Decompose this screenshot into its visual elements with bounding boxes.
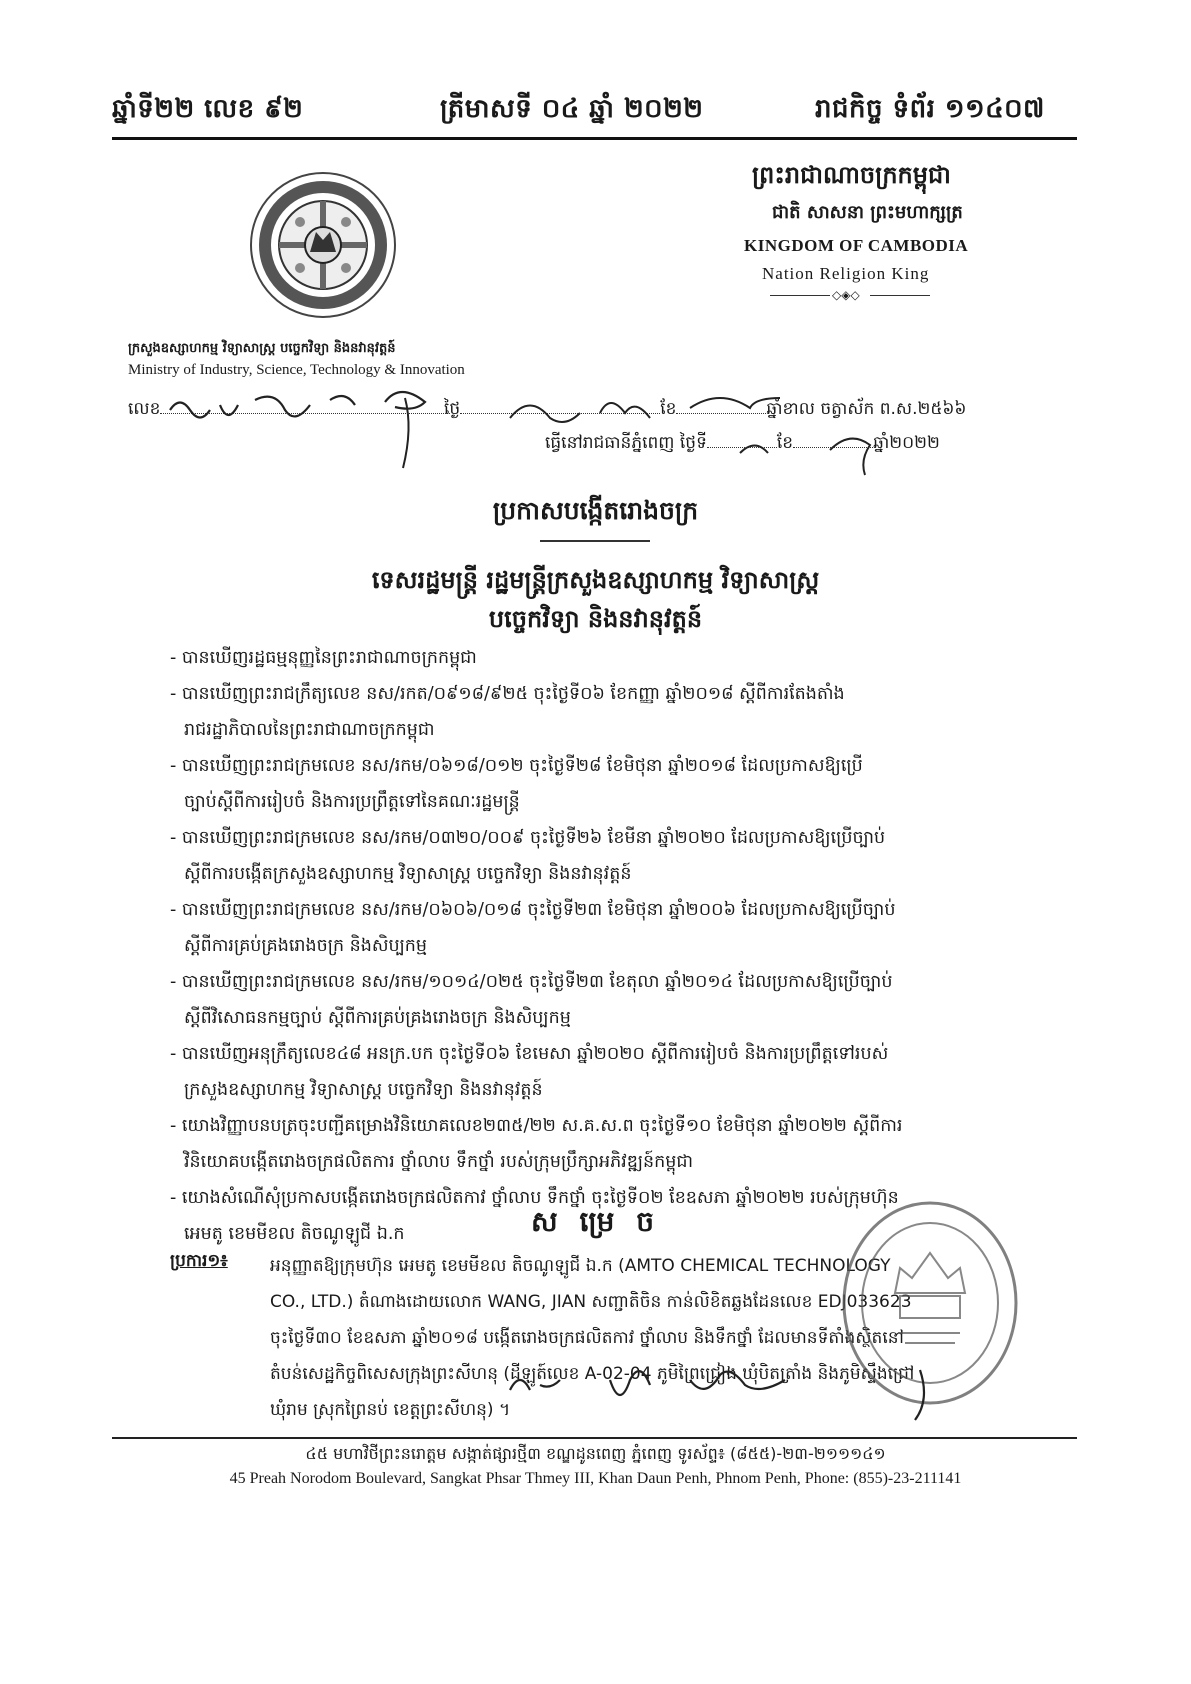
gazette-page: រាជកិច្ច ទំព័រ ១១៤០៧ — [815, 94, 1045, 124]
lunar-month-label: ខែ — [660, 399, 677, 419]
preamble-item: - យោងសំណើសុំប្រកាសបង្កើតរោងចក្រផលិតកាវ ថ្នាំលាប ទឹកថ្នាំ ចុះថ្ងៃទី០២ ខែឧសភា ឆ្នាំ២០២២ របស់ក្រុមហ៊ុន អេមតូ ខេមមីខល តិចណូឡូជី ឯ.ក — [170, 1188, 899, 1244]
solar-place-day-label: ធ្វើនៅរាជធានីភ្នំពេញ ថ្ងៃទី — [545, 433, 707, 453]
solar-year-text: ឆ្នាំ២០២២ — [873, 433, 940, 453]
lunar-year-text: ឆ្នាំខាល ចត្វាស័ក ព.ស.២៥៦៦ — [766, 399, 967, 419]
authority-line-1: ទេសរដ្ឋមន្ត្រី រដ្ឋមន្ត្រីក្រសួងឧស្សាហកម្ម វិទ្យាសាស្ត្រ — [371, 565, 820, 594]
footer-en-address: 45 Preah Norodom Boulevard, Sangkat Phsar Thmey III, Khan Daun Penh, Phnom Penh, Phone: (855)-23-211141 — [229, 1470, 962, 1487]
preamble-item: - បានឃើញអនុក្រឹត្យលេខ៤៨ អនក្រ.បក ចុះថ្ងៃទី០៦ ខែមេសា ឆ្នាំ២០២០ ស្ដីពីការរៀបចំ និងការប្រព្រឹត្តទៅរបស់ ក្រសួងឧស្សាហកម្ម វិទ្យាសាស្ត្រ បច្ចេកវិទ្យា និងនវានុវត្តន៍ — [170, 1044, 889, 1100]
preamble-item: - បានឃើញព្រះរាជក្រមលេខ នស/រកម/០៦១៨/០១២ ចុះថ្ងៃទី២៨ ខែមិថុនា ឆ្នាំ២០១៨ ដែលប្រកាសឱ្យប្រើ ច្បាប់ស្តីពីការរៀបចំ និងការប្រព្រឹត្តទៅនៃគណៈរដ្ឋមន្ត្រី — [170, 756, 863, 812]
handwritten-date-entries — [470, 378, 950, 488]
title-divider — [540, 540, 650, 542]
preamble-list — [170, 640, 1070, 1252]
article-1-line: អនុញ្ញាតឱ្យក្រុមហ៊ុន អេមតូ ខេមមីខល តិចណូឡូជី ឯ.ក (AMTO CHEMICAL TECHNOLOGY — [270, 1256, 891, 1276]
article-1-line: តំបន់សេដ្ឋកិច្ចពិសេសក្រុងព្រះសីហនុ (ដីឡូត៍លេខ A-02-04 ភូមិព្រៃជ្រៀង ឃុំបិតត្រាំង និងភូមិស្ទឹងជ្រៅ — [270, 1364, 915, 1384]
handwritten-reference-number — [165, 380, 455, 470]
header-rule — [112, 137, 1077, 140]
handwritten-initials — [500, 1360, 1000, 1430]
footer-rule — [112, 1437, 1077, 1439]
gazette-quarter: ត្រីមាសទី ០៤ ឆ្នាំ ២០២២ — [440, 94, 704, 124]
solar-month-label: ខែ — [776, 433, 794, 453]
article-1-label: ប្រការ១៖ — [170, 1251, 228, 1271]
kingdom-en-title: KINGDOM OF CAMBODIA — [744, 236, 969, 255]
decision-heading: ស ម្រេ ច — [531, 1205, 660, 1238]
article-1-line: ចុះថ្ងៃទី៣០ ខែឧសភា ឆ្នាំ២០១៨ បង្កើតរោងចក្រផលិតកាវ ថ្នាំលាប និងទឹកថ្នាំ ដែលមានទីតាំងស្ថិតនៅ — [270, 1328, 904, 1348]
gazette-year-issue: ឆ្នាំទី២២ លេខ ៩២ — [112, 94, 304, 124]
article-1-line: ឃុំរាម ស្រុកព្រៃនប់ ខេត្តព្រះសីហនុ) ។ — [270, 1400, 511, 1420]
preamble-item: - បានឃើញព្រះរាជក្រមលេខ នស/រកម/១០១៤/០២៥ ចុះថ្ងៃទី២៣ ខែតុលា ឆ្នាំ២០១៤ ដែលប្រកាសឱ្យប្រើច្បាប់ ស្ដីពីវិសោធនកម្មច្បាប់ ស្ដីពីការគ្រប់គ្រងរោងចក្រ និងសិប្បកម្ម — [170, 972, 893, 1028]
kingdom-kh-title: ព្រះរាជាណាចក្រកម្ពុជា — [752, 160, 951, 189]
preamble-item: - បានឃើញព្រះរាជក្រមលេខ នស/រកម/០៦០៦/០១៨ ចុះថ្ងៃទី២៣ ខែមិថុនា ឆ្នាំ២០០៦ ដែលប្រកាសឱ្យប្រើច្បាប់ ស្ដីពីការគ្រប់គ្រងរោងចក្រ និងសិប្បកម្ម — [170, 900, 896, 956]
preamble-item: - បានឃើញព្រះរាជក្រមលេខ នស/រកម/០៣២០/០០៩ ចុះថ្ងៃទី២៦ ខែមីនា ឆ្នាំ២០២០ ដែលប្រកាសឱ្យប្រើច្បាប់ ស្ដីពីការបង្កើតក្រសួងឧស្សាហកម្ម វិទ្យាសាស្ត្រ បច្ចេកវិទ្យា និងនវានុវត្តន៍ — [170, 828, 886, 884]
ministry-en-name: Ministry of Industry, Science, Technology & Innovation — [128, 362, 465, 378]
footer-kh-address: ៤៥ មហាវិថីព្រះនរោត្តម សង្កាត់ផ្សារថ្មី៣ ខណ្ឌដូនពេញ ភ្នំពេញ ទូរស័ព្ទ៖ (៨៥៥)-២៣-២១១១៤១ — [305, 1444, 886, 1463]
article-1-line: CO., LTD.) តំណាងដោយលោក WANG, JIAN សញ្ជាតិចិន កាន់លិខិតឆ្លងដែនលេខ EDJ033623 — [270, 1292, 912, 1312]
ministry-seal-logo — [248, 170, 398, 320]
document-title: ប្រកាសបង្កើតរោងចក្រ — [492, 496, 699, 525]
preamble-item: - បានឃើញរដ្ឋធម្មនុញ្ញនៃព្រះរាជាណាចក្រកម្ពុជា — [170, 648, 477, 668]
lunar-day-label: ថ្ងៃ — [444, 399, 461, 419]
reference-no-label: លេខ — [128, 399, 161, 419]
preamble-item: - បានឃើញព្រះរាជក្រឹត្យលេខ នស/រកត/០៩១៨/៩២៥ ចុះថ្ងៃទី០៦ ខែកញ្ញា ឆ្នាំ២០១៨ ស្ដីពីការតែងតាំង រាជរដ្ឋាភិបាលនៃព្រះរាជាណាចក្រកម្ពុជា — [170, 684, 845, 740]
kingdom-en-motto: Nation Religion King — [762, 264, 930, 283]
kingdom-ornament: ◇◈◇ — [770, 290, 930, 300]
kingdom-kh-motto: ជាតិ សាសនា ព្រះមហាក្សត្រ — [772, 202, 963, 223]
ministry-kh-name: ក្រសួងឧស្សាហកម្ម វិទ្យាសាស្ត្រ បច្ចេកវិទ្យា និងនវានុវត្តន៍ — [128, 341, 396, 356]
preamble-item: - យោងវិញ្ញាបនបត្រចុះបញ្ជីគម្រោងវិនិយោគលេខ២៣៥/២២ ស.គ.ស.ព ចុះថ្ងៃទី១០ ខែមិថុនា ឆ្នាំ២០២២ ស្តីពីការ វិនិយោគបង្កើតរោងចក្រផលិតការ ថ្នាំលាប ទឹកថ្នាំ របស់ក្រុមប្រឹក្សាអភិវឌ្ឍន៍កម្ពុជា — [170, 1116, 903, 1172]
authority-line-2: បច្ចេកវិទ្យា និងនវានុវត្តន៍ — [488, 604, 703, 633]
